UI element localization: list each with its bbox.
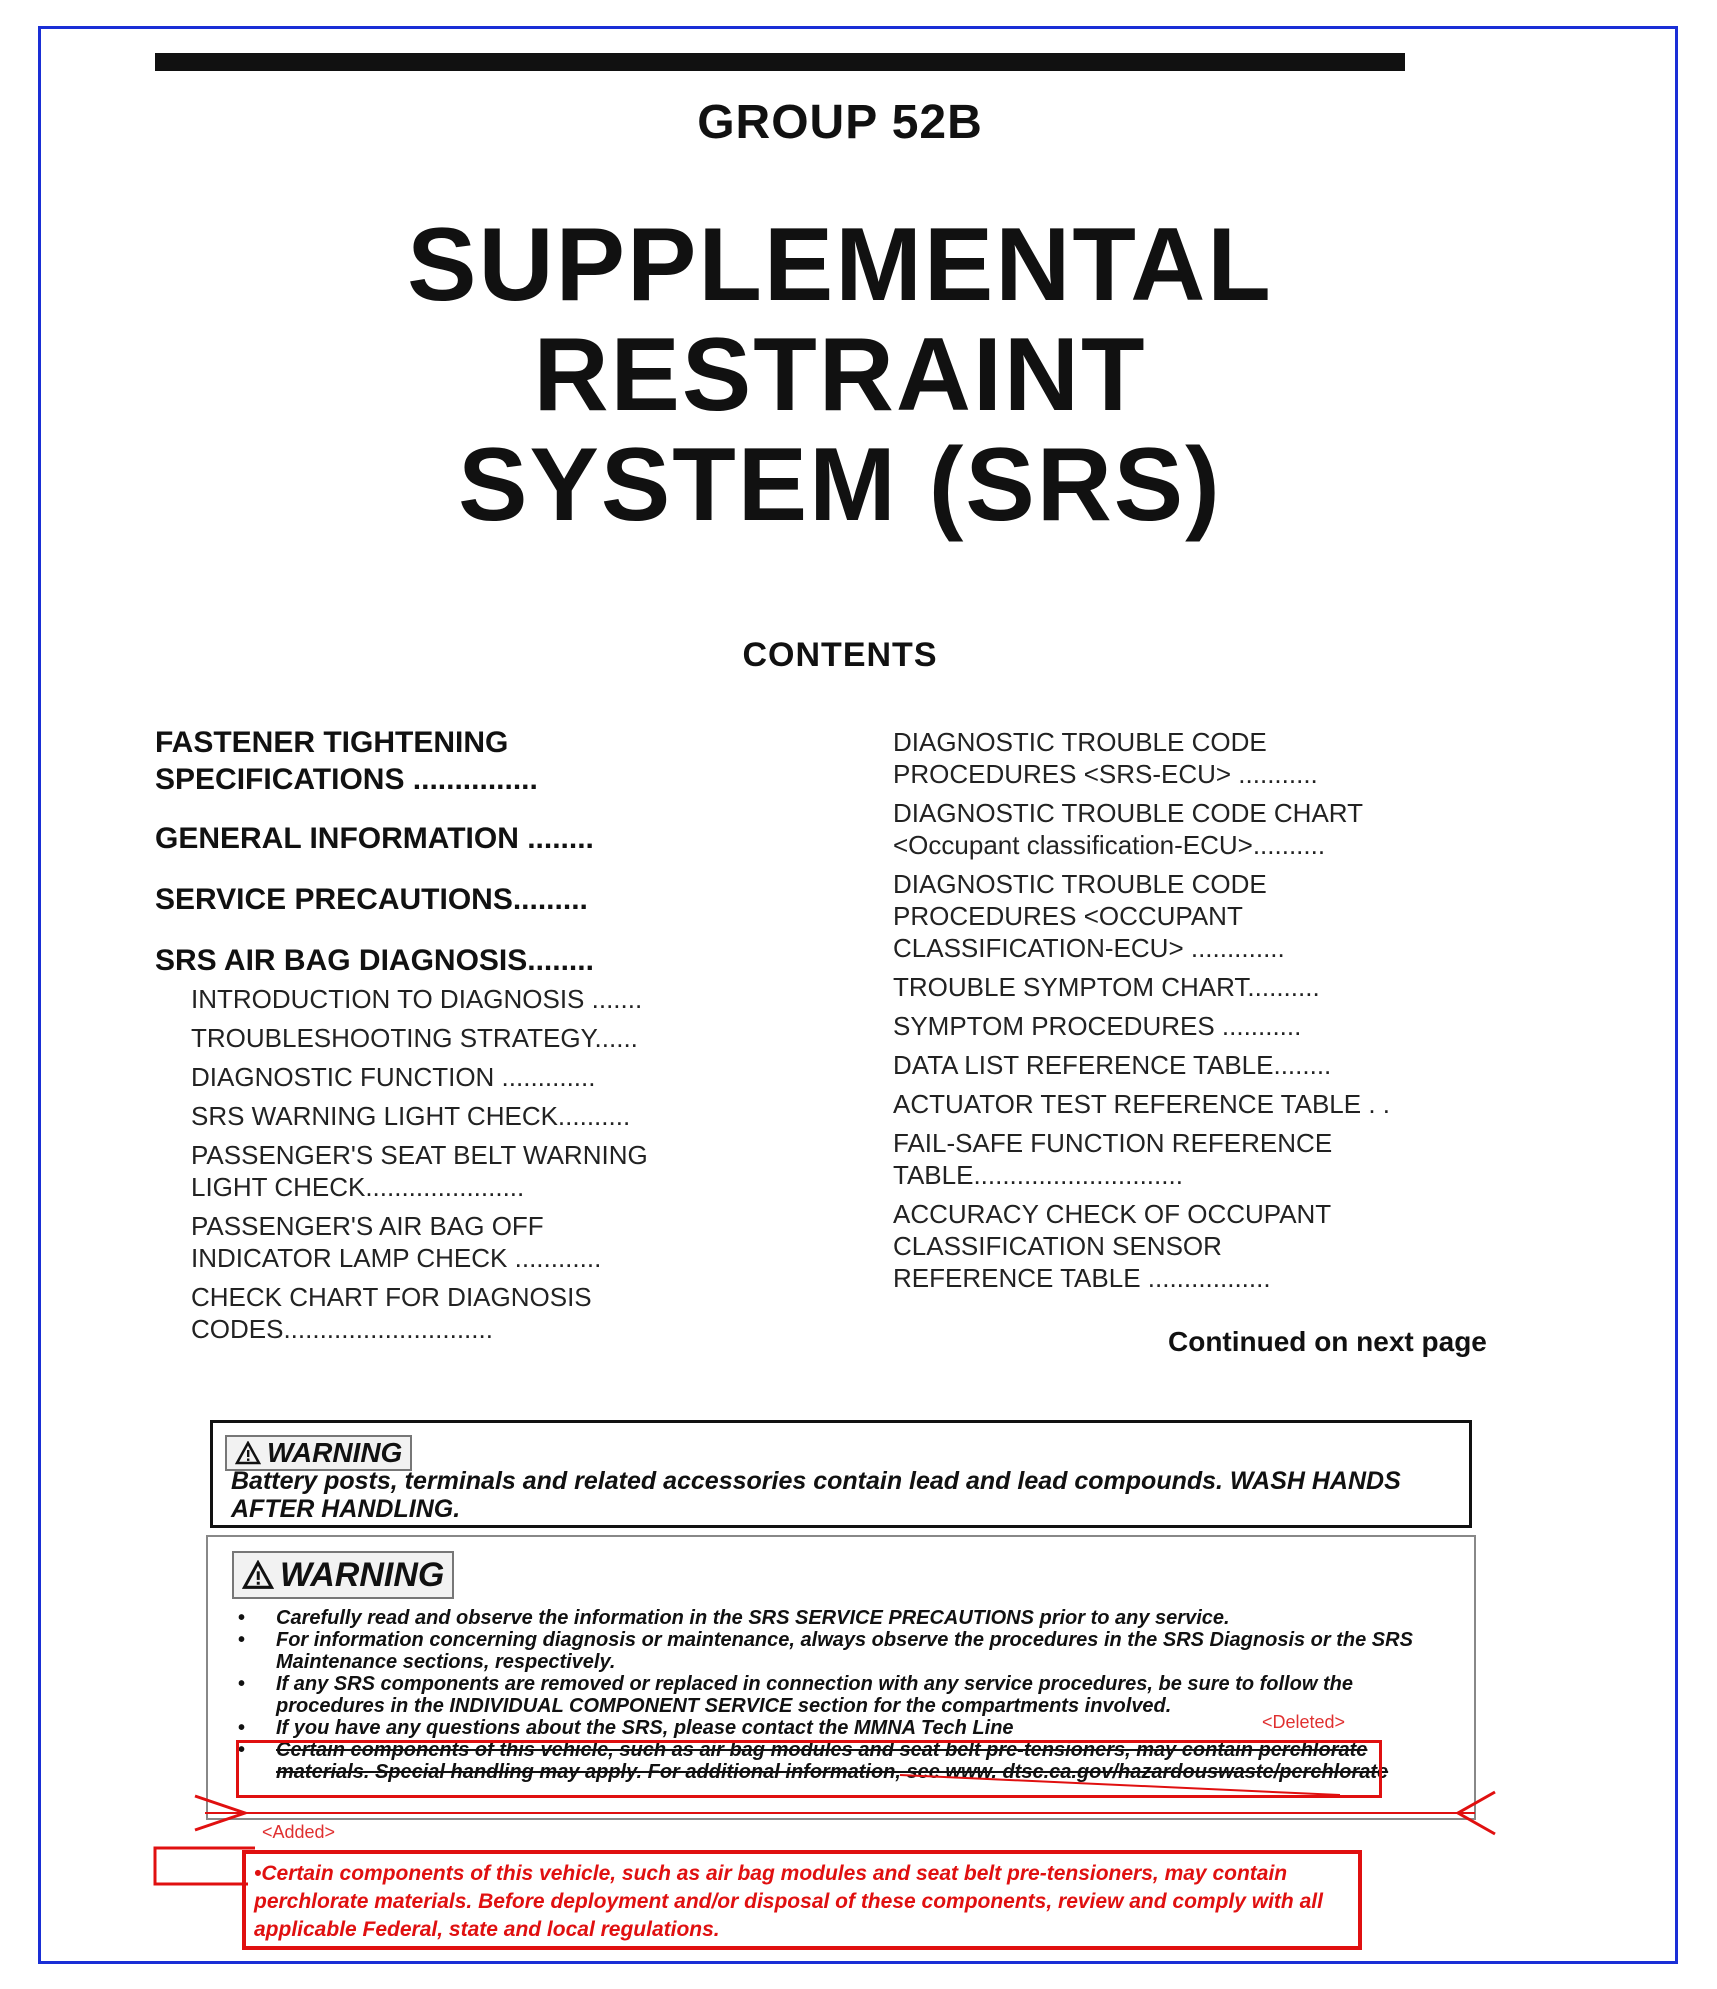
deleted-item: • Certain components of this vehicle, such as air bag modules and seat belt pre-tensioners, may contain perchlorate materials. Special handling may apply. For additional information, see www. dtsc.ca.gov/hazardouswaste/perchlorate	[238, 1739, 1458, 1783]
toc-entry[interactable]: SRS AIR BAG DIAGNOSIS........	[155, 944, 594, 977]
warning-item: • For information concerning diagnosis or maintenance, always observe the procedures in the SRS Diagnosis or the SRS Maintenance sections, respectively.	[238, 1629, 1458, 1673]
toc-subentry[interactable]: PASSENGER'S SEAT BELT WARNING LIGHT CHECK......................	[191, 1140, 648, 1202]
warning-tag: WARNING	[225, 1435, 412, 1471]
toc-entry[interactable]: DIAGNOSTIC TROUBLE CODE PROCEDURES <OCCUPANT CLASSIFICATION-ECU> .............	[893, 869, 1285, 963]
toc-subentry[interactable]: CHECK CHART FOR DIAGNOSIS CODES.............................	[191, 1282, 592, 1344]
toc-entry[interactable]: GENERAL INFORMATION ........	[155, 822, 594, 855]
toc-entry[interactable]: FASTENER TIGHTENING SPECIFICATIONS ...............	[155, 726, 538, 796]
group-label: GROUP 52B	[697, 96, 983, 149]
warning-item: • If you have any questions about the SRS, please contact the MMNA Tech Line	[238, 1717, 1458, 1739]
toc-entry[interactable]: FAIL-SAFE FUNCTION REFERENCE TABLE.............................	[893, 1128, 1333, 1190]
toc-entry[interactable]: DATA LIST REFERENCE TABLE........	[893, 1050, 1332, 1080]
deleted-label: <Deleted>	[1262, 1712, 1346, 1732]
toc-entry[interactable]: SYMPTOM PROCEDURES ...........	[893, 1011, 1302, 1041]
lead-warning-text: Battery posts, terminals and related accessories contain lead and lead compounds. WASH HANDS AFTER HANDLING.	[231, 1467, 1401, 1523]
toc-entry[interactable]: ACTUATOR TEST REFERENCE TABLE . .	[893, 1089, 1390, 1119]
added-markup-box	[242, 1850, 1362, 1950]
toc-subentry[interactable]: TROUBLESHOOTING STRATEGY......	[191, 1023, 638, 1053]
warning-item: • If any SRS components are removed or replaced in connection with any service procedures, be sure to follow the procedures in the INDIVIDUAL COMPONENT SERVICE section for the compartments involved.	[238, 1673, 1458, 1717]
toc-subentry[interactable]: DIAGNOSTIC FUNCTION .............	[191, 1062, 596, 1092]
toc-entry[interactable]: DIAGNOSTIC TROUBLE CODE PROCEDURES <SRS-ECU> ...........	[893, 727, 1318, 789]
added-text: •Certain components of this vehicle, such as air bag modules and seat belt pre-tensioners, may contain perchlorate materials. Before deployment and/or disposal of these components, review and comply with all applicable Federal, state and local regulations.	[254, 1862, 1323, 1941]
warning-item: • Carefully read and observe the information in the SRS SERVICE PRECAUTIONS prior to any service.	[238, 1607, 1458, 1629]
added-label: <Added>	[262, 1822, 336, 1842]
title-line-2: RESTRAINT	[533, 317, 1147, 433]
title-line-3: SYSTEM (SRS)	[458, 427, 1222, 543]
contents-heading: CONTENTS	[742, 636, 938, 674]
toc-subentry[interactable]: SRS WARNING LIGHT CHECK..........	[191, 1101, 631, 1131]
continued-note: Continued on next page	[1168, 1326, 1487, 1357]
title-line-1: SUPPLEMENTAL	[407, 207, 1273, 323]
toc-entry[interactable]: TROUBLE SYMPTOM CHART..........	[893, 972, 1320, 1002]
toc-entry[interactable]: ACCURACY CHECK OF OCCUPANT CLASSIFICATION SENSOR REFERENCE TABLE .................	[893, 1199, 1332, 1293]
toc-entry[interactable]: DIAGNOSTIC TROUBLE CODE CHART <Occupant classification-ECU>..........	[893, 798, 1363, 860]
toc-subentry[interactable]: INTRODUCTION TO DIAGNOSIS .......	[191, 984, 643, 1014]
warning-tag: WARNING	[232, 1551, 454, 1599]
toc-entry[interactable]: SERVICE PRECAUTIONS.........	[155, 883, 588, 916]
toc-subentry[interactable]: PASSENGER'S AIR BAG OFF INDICATOR LAMP CHECK ............	[191, 1211, 602, 1273]
